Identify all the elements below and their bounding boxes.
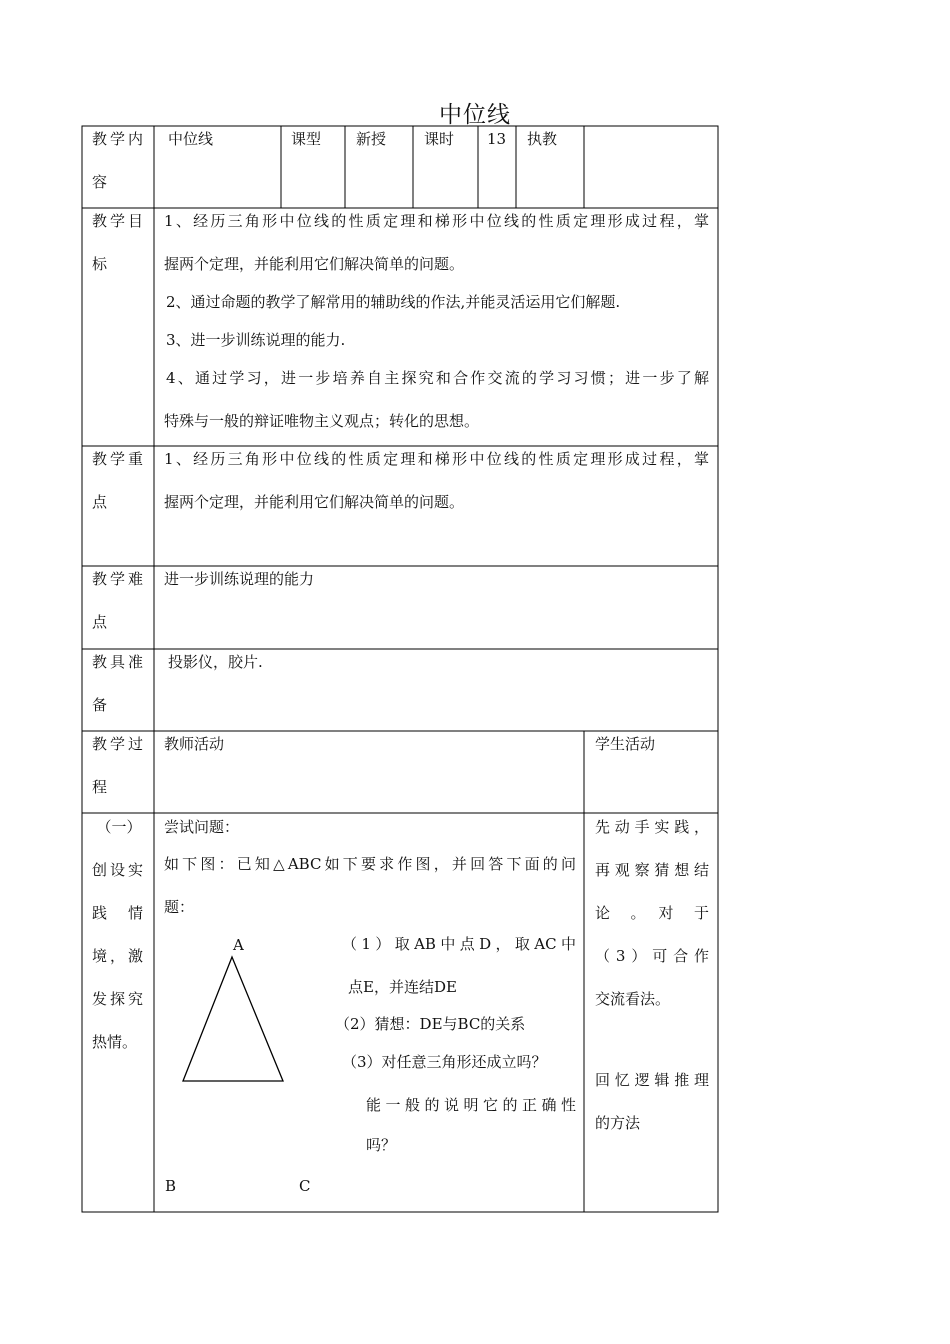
step-3: （3）对任意三角形还成立吗？ 能一般的说明它的正确性 吗？ — [342, 1053, 576, 1154]
content-label: 教学内 容 — [92, 130, 147, 191]
difficulty-text: 进一步训练说理的能力 — [164, 570, 315, 588]
teacher-label: 执教 — [527, 130, 558, 148]
key-points-label: 教学重 点 — [92, 450, 147, 511]
type-value: 新授 — [356, 130, 387, 148]
hours-label: 课时 — [424, 130, 455, 148]
vertex-a-label: A — [233, 936, 244, 954]
objective-item-3: 3、进一步训练说理的能力. — [166, 331, 346, 349]
stage1-problem: 如下图：已知△ABC如下要求作图，并回答下面的问 题： — [164, 855, 576, 916]
difficulty-label: 教学难 点 — [92, 570, 147, 631]
stage1-label: （一） 创设实 践 情 境，激 发探究 热情。 — [92, 818, 147, 1051]
tools-label: 教具准 备 — [92, 653, 147, 714]
hours-value: 13 — [487, 130, 507, 148]
vertex-c-label: C — [299, 1177, 311, 1195]
tools-text: 投影仪，胶片. — [168, 653, 263, 671]
page-title: 中位线 — [439, 102, 511, 128]
vertex-b-label: B — [165, 1177, 177, 1195]
objective-item-1: 1、经历三角形中位线的性质定理和梯形中位线的性质定理形成过程，掌 — [164, 212, 709, 230]
stage1-student-activity: 先动手实践， 再观察猜想结 论 。 对 于 （3）可合作 交流看法。 回忆逻辑推理 的方法 — [595, 818, 709, 1132]
teacher-activity-header: 教师活动 — [164, 735, 225, 753]
process-label: 教学过 程 — [92, 735, 147, 796]
objectives-text: 1、经历三角形中位线的性质定理和梯形中位线的性质定理形成过程，掌 握两个定理，并能利用它们解决简单的问题。 2、通过命题的教学了解常用的辅助线的作法,并能灵活运用它们解题. 3、进一步训练说理的能力. 4、通过学习，进一步培养自主探究和合作交流的学习习惯；进一步了解 特殊与一般的辩证唯物主义观点；转化的思想。 — [164, 200, 709, 446]
objective-item-4: 4、通过学习，进一步培养自主探究和合作交流的学习习惯；进一步了解 — [166, 369, 709, 387]
step-2: （2）猜想：DE与BC的关系 — [335, 1015, 526, 1033]
student-activity-header: 学生活动 — [595, 735, 656, 753]
objective-item-2: 2、通过命题的教学了解常用的辅助线的作法,并能灵活运用它们解题. — [166, 293, 621, 311]
objectives-label: 教学目 标 — [92, 212, 147, 273]
content-value: 中位线 — [168, 130, 214, 148]
stage1-try-question: 尝试问题： — [164, 818, 240, 836]
triangle-abc — [183, 957, 283, 1081]
key-points-text: 1、经历三角形中位线的性质定理和梯形中位线的性质定理形成过程，掌 握两个定理，并能利用它们解决简单的问题。 — [164, 450, 709, 511]
type-label: 课型 — [291, 130, 322, 148]
step-1: （1）取AB中点D，取AC中 点E，并连结DE — [342, 935, 576, 996]
